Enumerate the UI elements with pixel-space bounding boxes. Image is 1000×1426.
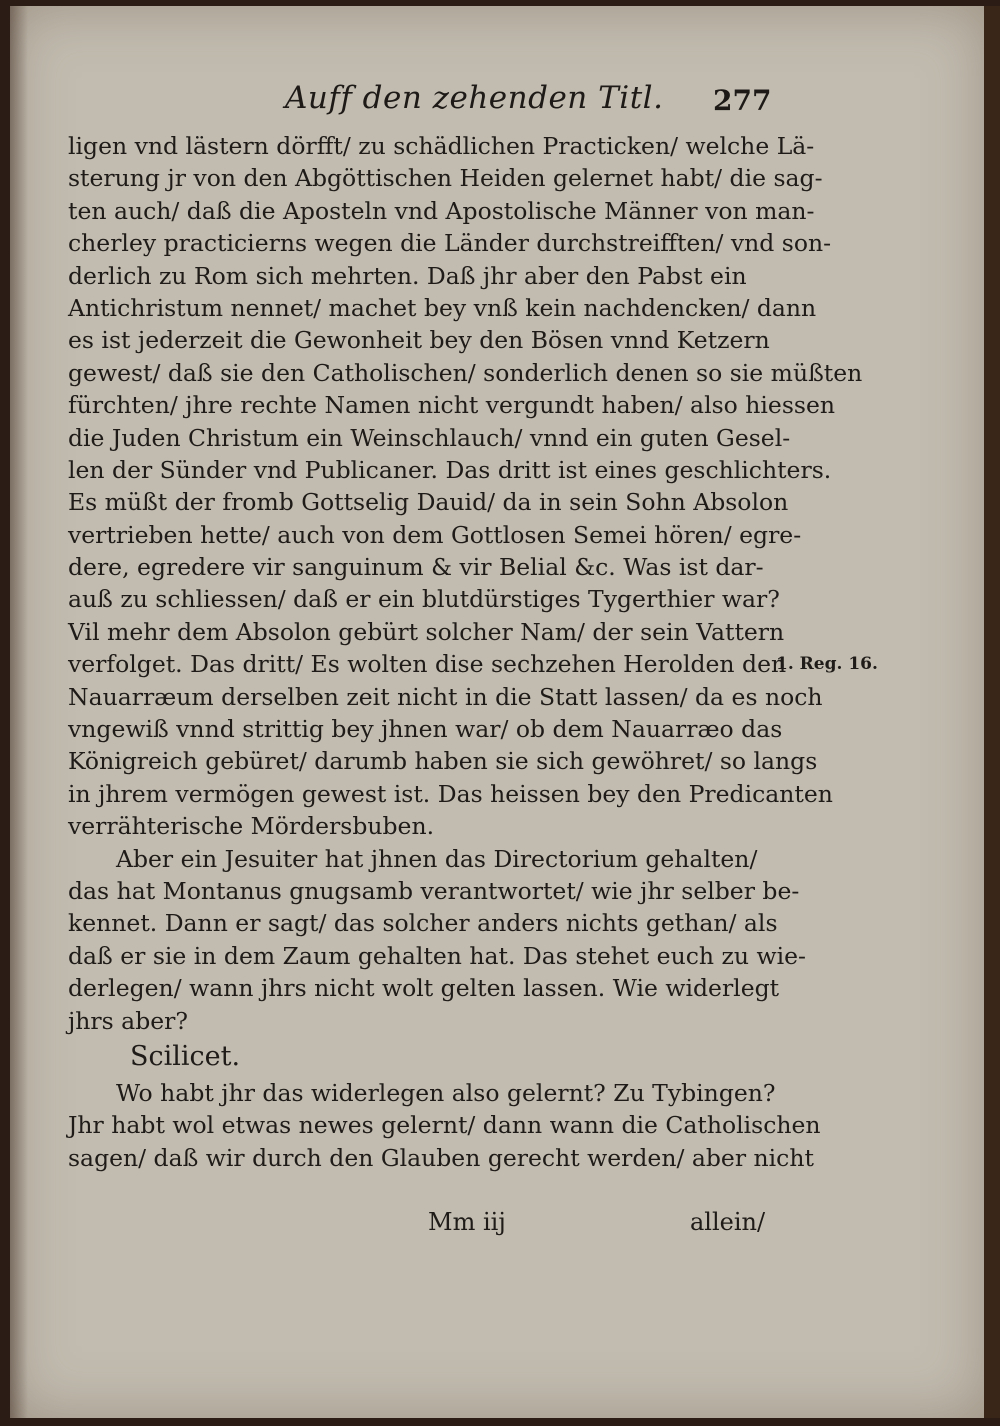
text-line: Antichristum nennet/ machet bey vnß kein nachdencken/ dann xyxy=(68,293,817,322)
text-line: ligen vnd lästern dörfft/ zu schädlichen Practicken/ welche Lä- xyxy=(68,132,815,160)
text-line: kennet. Dann er sagt/ das solcher anders nichts gethan/ als xyxy=(68,909,778,938)
page-edge xyxy=(984,6,1000,1418)
text-line: derlich zu Rom sich mehrten. Daß jhr aber den Pabst ein xyxy=(68,261,747,290)
signature-mark: Mm iij xyxy=(428,1208,506,1236)
text-line: Nauarræum derselben zeit nicht in die Statt lassen/ da es noch xyxy=(68,682,823,711)
text-line: Vil mehr dem Absolon gebürt solcher Nam/ der sein Vattern xyxy=(68,617,785,646)
running-head: Auff den zehenden Titl. xyxy=(285,80,664,116)
text-line: len der Sünder vnd Publicaner. Das dritt ist eines geschlichters. xyxy=(68,455,832,484)
page-footer xyxy=(0,1208,1000,1244)
text-line: jhrs aber? xyxy=(68,1006,188,1035)
text-line: Jhr habt wol etwas newes gelernt/ dann wann die Catholischen xyxy=(68,1111,821,1140)
text-line: dere, egredere vir sanguinum & vir Belial &c. Was ist dar- xyxy=(68,553,764,582)
text-line: vertrieben hette/ auch von dem Gottlosen Semei hören/ egre- xyxy=(68,520,802,549)
text-line: ten auch/ daß die Aposteln vnd Apostolische Männer von man- xyxy=(68,196,815,225)
text-line: sagen/ daß wir durch den Glauben gerecht werden/ aber nicht xyxy=(68,1143,814,1172)
text-line: die Juden Christum ein Weinschlauch/ vnnd ein guten Gesel- xyxy=(68,423,791,452)
page-gutter-shadow xyxy=(10,6,28,1418)
text-line: derlegen/ wann jhrs nicht wolt gelten lassen. Wie widerlegt xyxy=(68,974,780,1003)
page-number: 277 xyxy=(713,84,772,117)
text-line: auß zu schliessen/ daß er ein blutdürstiges Tygerthier war? xyxy=(68,585,780,614)
text-line: Es müßt der fromb Gottselig Dauid/ da in sein Sohn Absolon xyxy=(68,488,789,517)
paragraph-start-line: Aber ein Jesuiter hat jhnen das Directorium gehalten/ xyxy=(116,844,758,873)
text-line: fürchten/ jhre rechte Namen nicht vergundt haben/ also hiessen xyxy=(68,391,835,420)
text-line: in jhrem vermögen gewest ist. Das heissen bey den Predicanten xyxy=(68,779,833,808)
text-line: vngewiß vnnd strittig bey jhnen war/ ob dem Nauarræo das xyxy=(68,715,783,744)
catchword: allein/ xyxy=(690,1208,766,1236)
text-line: das hat Montanus gnugsamb verantwortet/ wie jhr selber be- xyxy=(68,876,800,905)
text-line: cherley practicierns wegen die Länder durchstreifften/ vnd son- xyxy=(68,229,832,258)
text-line: verfolget. Das dritt/ Es wolten dise sechzehen Herolden den xyxy=(68,650,787,679)
text-line: verrähterische Mördersbuben. xyxy=(68,812,435,841)
page-header xyxy=(0,80,1000,130)
text-line: Königreich gebüret/ darumb haben sie sich gewöhret/ so langs xyxy=(68,747,818,776)
text-line: es ist jederzeit die Gewonheit bey den Bösen vnnd Ketzern xyxy=(68,326,770,355)
paragraph-start-line: Wo habt jhr das widerlegen also gelernt? Zu Tybingen? xyxy=(116,1078,776,1107)
text-line: daß er sie in dem Zaum gehalten hat. Das stehet euch zu wie- xyxy=(68,941,806,970)
text-line: gewest/ daß sie den Catholischen/ sonderlich denen so sie müßten xyxy=(68,358,863,387)
marginal-note: 1. Reg. 16. xyxy=(776,654,878,674)
text-line: sterung jr von den Abgöttischen Heiden gelernet habt/ die sag- xyxy=(68,164,823,193)
latin-word: Scilicet. xyxy=(130,1040,241,1072)
